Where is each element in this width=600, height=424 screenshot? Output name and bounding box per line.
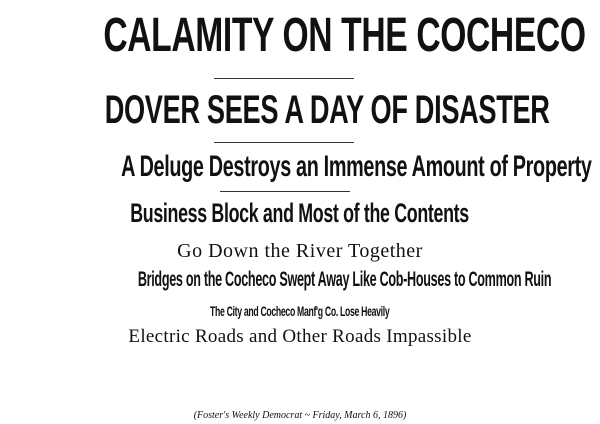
headline-deck-5-text: Bridges on the Cocheco Swept Away Like Cob-Houses to Common Ruin [137,268,552,291]
headline-deck-1-text: DOVER SEES A DAY OF DISASTER [104,88,550,132]
divider-rule-2 [214,142,354,143]
headline-deck-1 [0,90,600,130]
headline-deck-4 [0,241,600,261]
headline-deck-4-text: Go Down the River Together [177,240,423,262]
source-citation [0,406,600,422]
headline-deck-2 [0,152,600,182]
divider-rule-1 [214,78,354,79]
headline-deck-6 [0,304,600,320]
headline-deck-7-text: Electric Roads and Other Roads Impassible [128,326,472,347]
headline-main-text: CALAMITY ON THE COCHECO [103,9,586,62]
headline-main [0,9,600,62]
headline-deck-5 [0,269,600,290]
headline-deck-2-text: A Deluge Destroys an Immense Amount of Property [121,150,592,183]
source-citation-text: (Foster's Weekly Democrat ~ Friday, March 6, 1896) [193,410,407,421]
headline-deck-6-text: The City and Cocheco Manf'g Co. Lose Heavily [210,303,390,319]
headline-deck-3 [0,200,600,227]
headline-deck-7 [0,327,600,346]
divider-rule-3 [220,191,350,192]
headline-deck-3-text: Business Block and Most of the Contents [130,198,470,228]
